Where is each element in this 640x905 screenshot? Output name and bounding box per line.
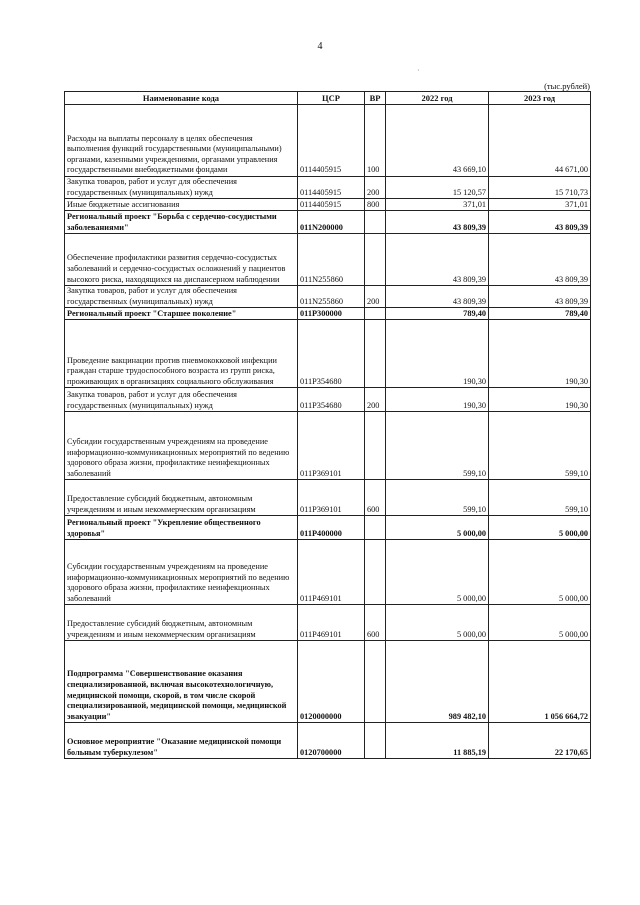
row-2022-cell: 599,10	[386, 412, 489, 480]
row-2022-cell: 11 885,19	[386, 723, 489, 759]
row-2023-cell: 43 809,39	[489, 286, 591, 308]
row-csr-cell: 0114405915	[298, 199, 365, 211]
row-name-cell: Закупка товаров, работ и услуг для обеспечения государственных (муниципальных) нужд	[65, 388, 298, 412]
row-2022-cell: 43 809,39	[386, 211, 489, 234]
row-vr-cell	[365, 320, 386, 388]
table-row	[65, 540, 591, 605]
row-vr-cell: 100	[365, 105, 386, 177]
row-vr-cell	[365, 723, 386, 759]
row-2022-cell: 5 000,00	[386, 540, 489, 605]
row-csr-cell: 011P354680	[298, 388, 365, 412]
row-2023-cell: 5 000,00	[489, 516, 591, 540]
row-name-cell: Обеспечение профилактики развития сердечно-сосудистых заболеваний и сердечно-сосудистых осложнений у пациентов высокого риска, находящихся на диспансерном наблюдении	[65, 234, 298, 286]
row-2022-cell: 989 482,10	[386, 641, 489, 723]
table-row	[65, 177, 591, 199]
table-row	[65, 308, 591, 320]
header-name: Наименование кода	[65, 92, 298, 105]
row-vr-cell	[365, 641, 386, 723]
row-2023-cell: 1 056 664,72	[489, 641, 591, 723]
row-vr-cell	[365, 308, 386, 320]
row-2022-cell: 599,10	[386, 480, 489, 516]
row-2023-cell: 190,30	[489, 320, 591, 388]
row-name-cell: Подпрограмма "Совершенствование оказания специализированной, включая высокотехнологичную, медицинской помощи, скорой, в том числе скорой специализированной, медицинской помощи, медицинской эвакуации"	[65, 641, 298, 723]
row-name-cell: Расходы на выплаты персоналу в целях обеспечения выполнения функций государственными (муниципальными) органами, казенными учреждениями, органами управления государственными внебюджетными фондами	[65, 105, 298, 177]
table-body	[65, 105, 591, 759]
row-csr-cell: 0114405915	[298, 105, 365, 177]
table-row	[65, 286, 591, 308]
table-row	[65, 199, 591, 211]
row-name-cell: Субсидии государственным учреждениям на проведение информационно-коммуникационных мероприятий по ведению здорового образа жизни, профилактике неинфекционных заболеваний	[65, 540, 298, 605]
row-2022-cell: 789,40	[386, 308, 489, 320]
row-vr-cell: 200	[365, 286, 386, 308]
row-csr-cell: 011P469101	[298, 540, 365, 605]
row-csr-cell: 0120700000	[298, 723, 365, 759]
row-name-cell: Иные бюджетные ассигнования	[65, 199, 298, 211]
row-csr-cell: 011P300000	[298, 308, 365, 320]
row-name-cell: Закупка товаров, работ и услуг для обеспечения государственных (муниципальных) нужд	[65, 177, 298, 199]
row-2022-cell: 5 000,00	[386, 605, 489, 641]
row-2022-cell: 5 000,00	[386, 516, 489, 540]
row-vr-cell: 800	[365, 199, 386, 211]
row-name-cell: Субсидии государственным учреждениям на проведение информационно-коммуникационных мероприятий по ведению здорового образа жизни, профилактике неинфекционных заболеваний	[65, 412, 298, 480]
table-row	[65, 105, 591, 177]
row-2022-cell: 43 809,39	[386, 234, 489, 286]
header-vr: ВР	[365, 92, 386, 105]
row-2023-cell: 15 710,73	[489, 177, 591, 199]
table-row	[65, 480, 591, 516]
row-vr-cell: 200	[365, 388, 386, 412]
row-name-cell: Региональный проект "Борьба с сердечно-сосудистыми заболеваниями"	[65, 211, 298, 234]
table-header-row	[65, 92, 591, 105]
row-vr-cell	[365, 516, 386, 540]
row-2022-cell: 190,30	[386, 320, 489, 388]
row-vr-cell	[365, 540, 386, 605]
row-csr-cell: 011N200000	[298, 211, 365, 234]
row-2023-cell: 599,10	[489, 480, 591, 516]
row-2023-cell: 44 671,00	[489, 105, 591, 177]
header-csr: ЦСР	[298, 92, 365, 105]
table-row	[65, 320, 591, 388]
page-number: 4	[317, 41, 323, 52]
row-name-cell: Региональный проект "Старшее поколение"	[65, 308, 298, 320]
row-csr-cell: 0120000000	[298, 641, 365, 723]
row-csr-cell: 011P400000	[298, 516, 365, 540]
row-csr-cell: 011N255860	[298, 234, 365, 286]
row-name-cell: Проведение вакцинации против пневмококковой инфекции граждан старше трудоспособного возраста из групп риска, проживающих в организациях социального обслуживания	[65, 320, 298, 388]
row-csr-cell: 011N255860	[298, 286, 365, 308]
row-2022-cell: 190,30	[386, 388, 489, 412]
table-row	[65, 605, 591, 641]
row-vr-cell	[365, 211, 386, 234]
row-name-cell: Основное мероприятие "Оказание медицинской помощи больным туберкулезом"	[65, 723, 298, 759]
row-2022-cell: 371,01	[386, 199, 489, 211]
row-vr-cell: 600	[365, 480, 386, 516]
row-2022-cell: 15 120,57	[386, 177, 489, 199]
row-name-cell: Предоставление субсидий бюджетным, автономным учреждениям и иным некоммерческим организациям	[65, 480, 298, 516]
row-2023-cell: 5 000,00	[489, 605, 591, 641]
row-csr-cell: 0114405915	[298, 177, 365, 199]
row-2023-cell: 5 000,00	[489, 540, 591, 605]
row-name-cell: Региональный проект "Укрепление общественного здоровья"	[65, 516, 298, 540]
scan-dot: ·	[417, 66, 420, 75]
table-row	[65, 412, 591, 480]
row-2023-cell: 190,30	[489, 388, 591, 412]
row-2023-cell: 43 809,39	[489, 211, 591, 234]
row-csr-cell: 011P369101	[298, 480, 365, 516]
table-row	[65, 641, 591, 723]
row-vr-cell: 200	[365, 177, 386, 199]
row-2022-cell: 43 669,10	[386, 105, 489, 177]
row-vr-cell	[365, 412, 386, 480]
row-2023-cell: 599,10	[489, 412, 591, 480]
units-label: (тыс.рублей)	[544, 81, 590, 91]
row-csr-cell: 011P369101	[298, 412, 365, 480]
row-2023-cell: 371,01	[489, 199, 591, 211]
row-csr-cell: 011P354680	[298, 320, 365, 388]
row-csr-cell: 011P469101	[298, 605, 365, 641]
header-2023: 2023 год	[489, 92, 591, 105]
row-vr-cell: 600	[365, 605, 386, 641]
row-name-cell: Закупка товаров, работ и услуг для обеспечения государственных (муниципальных) нужд	[65, 286, 298, 308]
row-2023-cell: 43 809,39	[489, 234, 591, 286]
table-row	[65, 234, 591, 286]
row-2023-cell: 22 170,65	[489, 723, 591, 759]
row-2022-cell: 43 809,39	[386, 286, 489, 308]
budget-table	[64, 91, 591, 759]
table-row	[65, 516, 591, 540]
table-row	[65, 211, 591, 234]
row-vr-cell	[365, 234, 386, 286]
row-2023-cell: 789,40	[489, 308, 591, 320]
row-name-cell: Предоставление субсидий бюджетным, автономным учреждениям и иным некоммерческим организациям	[65, 605, 298, 641]
table-row	[65, 388, 591, 412]
header-2022: 2022 год	[386, 92, 489, 105]
table-row	[65, 723, 591, 759]
